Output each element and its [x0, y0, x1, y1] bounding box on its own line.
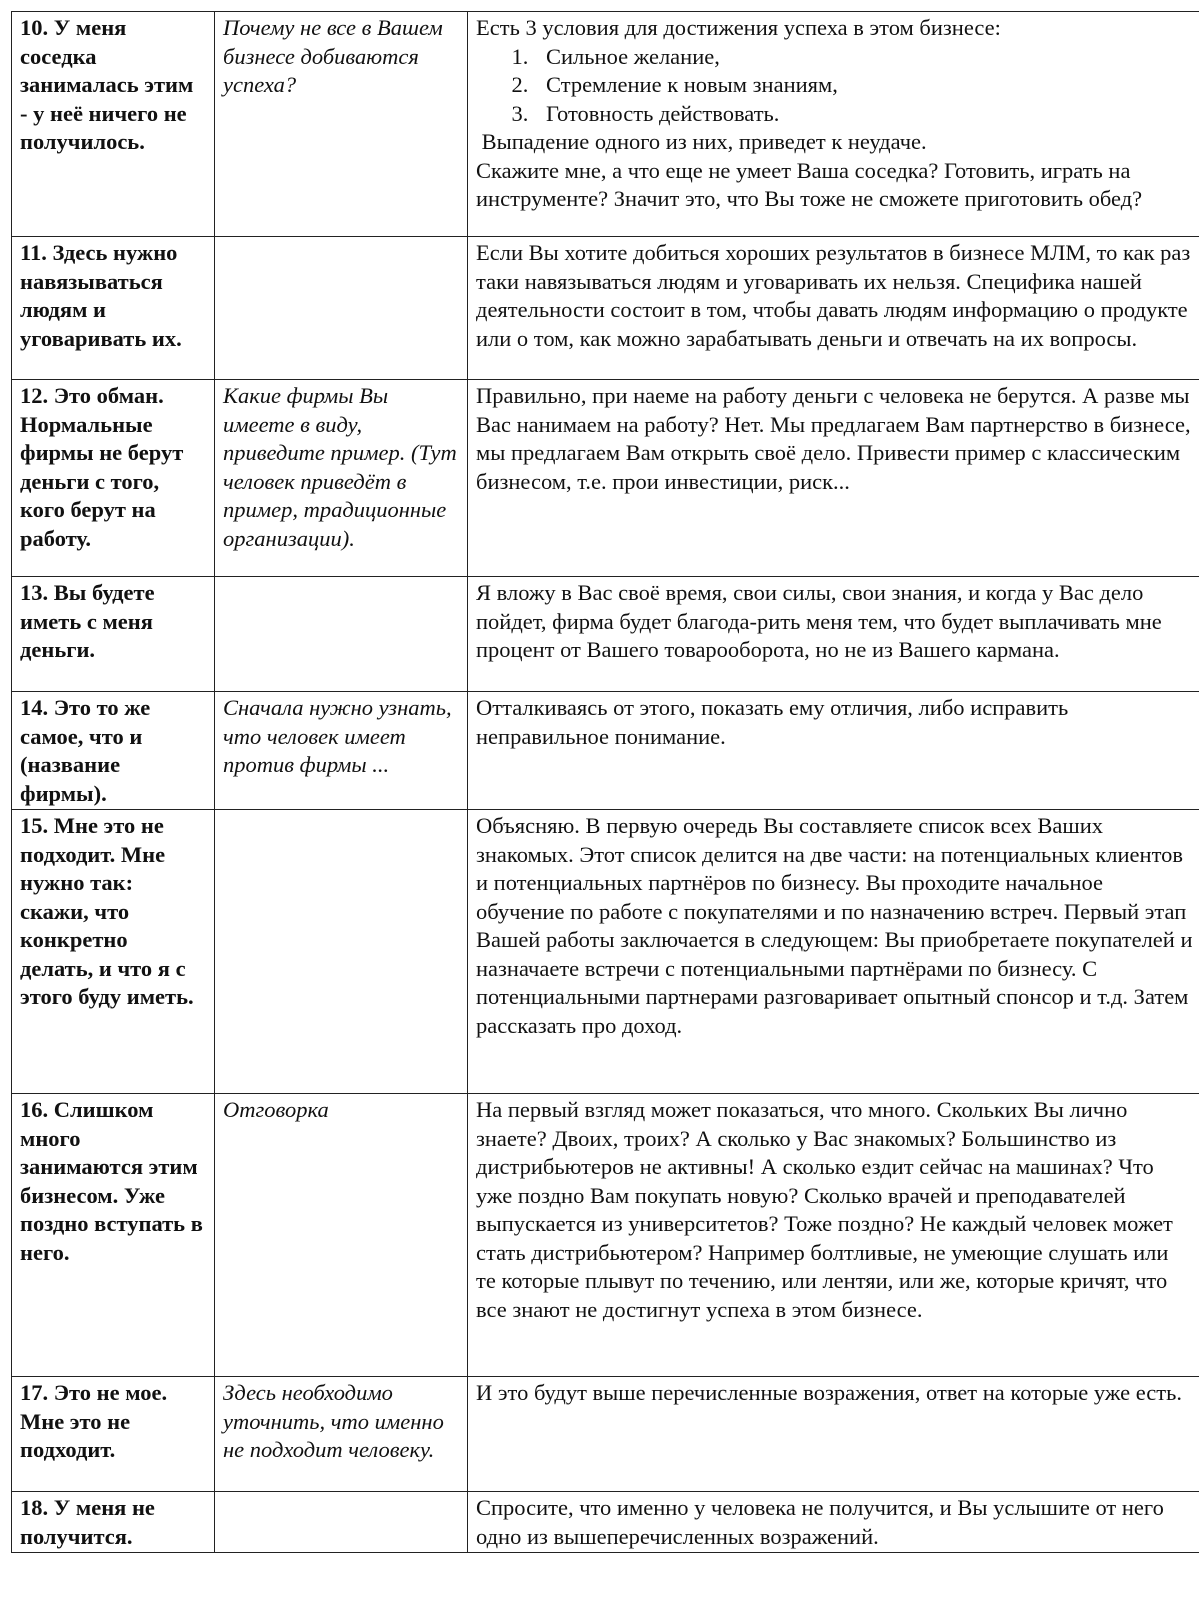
table-row	[12, 12, 1199, 237]
objection-cell: 10. У меня соседка занималась этим - у неё ничего не получилось.	[12, 12, 215, 237]
table-row	[12, 692, 1199, 810]
clarification-cell	[215, 237, 468, 380]
answer-outro: Выпадение одного из них, приведет к неудаче.	[476, 129, 927, 154]
table-row	[12, 237, 1199, 380]
objection-cell: 11. Здесь нужно навязываться людям и уговаривать их.	[12, 237, 215, 380]
answer-cell: Я вложу в Вас своё время, свои силы, свои знания, и когда у Вас дело пойдет, фирма будет благода-рить меня тем, что будет выплачивать мне процент от Вашего товарооборота, но не из Вашего кармана.	[468, 577, 1199, 692]
objections-table	[11, 11, 1199, 1553]
answer-intro: Есть 3 условия для достижения успеха в этом бизнесе:	[476, 15, 1001, 40]
clarification-cell: Здесь необходимо уточнить, что именно не подходит человеку.	[215, 1377, 468, 1492]
table-row	[12, 1094, 1199, 1377]
list-item: 2. Стремление к новым знаниям,	[534, 71, 1193, 100]
objection-cell: 17. Это не мое. Мне это не подходит.	[12, 1377, 215, 1492]
answer-cell	[468, 12, 1199, 237]
objection-cell: 16. Слишком много занимаются этим бизнесом. Уже поздно вступать в него.	[12, 1094, 215, 1377]
conditions-list	[476, 43, 1193, 129]
objection-cell: 15. Мне это не подходит. Мне нужно так: скажи, что конкретно делать, и что я с этого буду иметь.	[12, 810, 215, 1094]
clarification-cell: Отговорка	[215, 1094, 468, 1377]
answer-cell: Объясняю. В первую очередь Вы составляете список всех Ваших знакомых. Этот список делится на две части: на потенциальных клиентов и потенциальных партнёров по бизнесу. Вы проходите начальное обучение по работе с покупателями и по назначению встреч. Первый этап Вашей работы заключается в следующем: Вы приобретаете покупателей и назначаете встречи с потенциальными партнёрами по бизнесу. С потенциальными партнерами разговаривает опытный спонсор и т.д. Затем рассказать про доход.	[468, 810, 1199, 1094]
list-item: 1. Сильное желание,	[534, 43, 1193, 72]
table-row	[12, 1377, 1199, 1492]
answer-outro: Скажите мне, а что еще не умеет Ваша соседка? Готовить, играть на инструменте? Значит это, что Вы тоже не сможете приготовить обед?	[476, 157, 1143, 211]
table-row	[12, 577, 1199, 692]
table-row	[12, 380, 1199, 577]
list-item: 3. Готовность действовать.	[534, 100, 1193, 129]
clarification-cell	[215, 810, 468, 1094]
objection-cell: 12. Это обман. Нормальные фирмы не берут деньги с того, кого берут на работу.	[12, 380, 215, 577]
answer-cell: И это будут выше перечисленные возражения, ответ на которые уже есть.	[468, 1377, 1199, 1492]
answer-cell: На первый взгляд может показаться, что много. Скольких Вы лично знаете? Двоих, троих? А сколько у Вас знакомых? Большинство из дистрибьютеров не активны! А сколько ездит сейчас на машинах? Что уже поздно Вам покупать новую? Сколько врачей и преподавателей выпускается из университетов? Тоже поздно? Не каждый человек может стать дистрибьютером? Например болтливые, не умеющие слушать или те которые плывут по течению, или лентяи, или же, которые кричят, что все знают не достигнут успеха в этом бизнесе.	[468, 1094, 1199, 1377]
objection-cell: 13. Вы будете иметь с меня деньги.	[12, 577, 215, 692]
clarification-cell: Сначала нужно узнать, что человек имеет против фирмы ...	[215, 692, 468, 810]
clarification-cell	[215, 577, 468, 692]
clarification-cell: Какие фирмы Вы имеете в виду, приведите пример. (Тут человек приведёт в пример, традиционные организации).	[215, 380, 468, 577]
clarification-cell	[215, 1492, 468, 1553]
table-row	[12, 810, 1199, 1094]
objection-cell: 14. Это то же самое, что и (название фирмы).	[12, 692, 215, 810]
answer-cell: Правильно, при наеме на работу деньги с человека не берутся. А разве мы Вас нанимаем на работу? Нет. Мы предлагаем Вам партнерство в бизнесе, мы предлагаем Вам открыть своё дело. Привести пример с классическим бизнесом, т.е. прои инвестиции, риск...	[468, 380, 1199, 577]
answer-cell: Если Вы хотите добиться хороших результатов в бизнесе МЛМ, то как раз таки навязываться людям и уговаривать их нельзя. Специфика нашей деятельности состоит в том, чтобы давать людям информацию о продукте или о том, как можно зарабатывать деньги и отвечать на их вопросы.	[468, 237, 1199, 380]
objection-cell: 18. У меня не получится.	[12, 1492, 215, 1553]
answer-cell: Отталкиваясь от этого, показать ему отличия, либо исправить неправильное понимание.	[468, 692, 1199, 810]
answer-cell: Спросите, что именно у человека не получится, и Вы услышите от него одно из вышеперечисленных возражений.	[468, 1492, 1199, 1553]
clarification-cell: Почему не все в Вашем бизнесе добиваются успеха?	[215, 12, 468, 237]
table-row	[12, 1492, 1199, 1553]
